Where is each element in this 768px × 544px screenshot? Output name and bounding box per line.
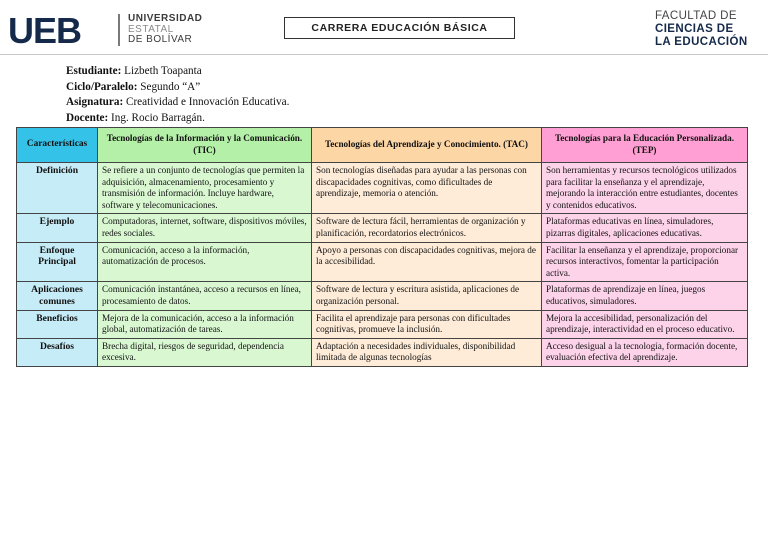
row-label: Desafíos (17, 338, 98, 366)
row-label: Ejemplo (17, 214, 98, 242)
cell-tep: Son herramientas y recursos tecnológicos utilizados para facilitar la enseñanza y el aprendizaje, mejorando la interacción entre estudiantes, docentes y contenidos educativos. (542, 163, 748, 214)
student-label: Estudiante: (66, 65, 122, 77)
cell-tic: Brecha digital, riesgos de seguridad, dependencia excesiva. (98, 338, 312, 366)
subject-value: Creatividad e Innovación Educativa. (123, 96, 290, 109)
table-row (17, 214, 748, 242)
row-label: Definición (17, 163, 98, 214)
row-label: Beneficios (17, 310, 98, 338)
row-label: Enfoque Principal (17, 242, 98, 282)
cycle-label: Ciclo/Paralelo: (66, 80, 138, 93)
subject-row (66, 95, 289, 111)
cell-tep: Plataformas educativas en línea, simuladores, pizarras digitales, aplicaciones educativas. (542, 214, 748, 242)
cell-tep: Acceso desigual a la tecnología, formación docente, evaluación efectiva del aprendizaje. (542, 338, 748, 366)
faculty-line-3: LA EDUCACIÓN (655, 36, 748, 48)
table-row (17, 338, 748, 366)
student-row (66, 64, 289, 80)
row-label: Aplicaciones comunes (17, 282, 98, 310)
document-header (0, 0, 768, 58)
cell-tac: Facilita el aprendizaje para personas con dificultades cognitivas, promueve la inclusión. (312, 310, 542, 338)
cycle-row (66, 80, 289, 96)
cycle-value: Segundo “A” (137, 80, 201, 93)
header-tep: Tecnologías para la Educación Personalizada. (TEP) (542, 128, 748, 163)
header-divider (0, 54, 768, 55)
university-line-2: ESTATAL (128, 23, 174, 35)
faculty-name (655, 10, 748, 49)
header-caracteristicas: Características (17, 128, 98, 163)
cell-tep: Plataformas de aprendizaje en línea, juegos educativos, simuladores. (542, 282, 748, 310)
university-line-3: DE BOLÍVAR (128, 34, 193, 45)
career-title: CARRERA EDUCACIÓN BÁSICA (284, 17, 515, 39)
table-row (17, 163, 748, 214)
header-tic: Tecnologías de la Información y la Comunicación. (TIC) (98, 128, 312, 163)
cell-tep: Mejora la accesibilidad, personalización del aprendizaje, interactividad en el proceso educativo. (542, 310, 748, 338)
cell-tac: Adaptación a necesidades individuales, disponibilidad limitada de algunas tecnologías (312, 338, 542, 366)
cell-tac: Son tecnologías diseñadas para ayudar a las personas con discapacidades cognitivas, como dificultades de aprendizaje, memoria o atención. (312, 163, 542, 214)
cell-tac: Apoyo a personas con discapacidades cognitivas, mejora de la accesibilidad. (312, 242, 542, 282)
cell-tep: Facilitar la enseñanza y el aprendizaje, proporcionar recursos interactivos, fomentar la participación activa. (542, 242, 748, 282)
university-line-1: UNIVERSIDAD (128, 13, 203, 24)
faculty-line-1: FACULTAD DE (655, 10, 737, 22)
cell-tic: Se refiere a un conjunto de tecnologías que permiten la adquisición, almacenamiento, procesamiento y transmisión de información. Incluye hardware, software y telecomunicaciones. (98, 163, 312, 214)
cell-tac: Software de lectura fácil, herramientas de organización y planificación, recordatorios electrónicos. (312, 214, 542, 242)
student-info (66, 64, 289, 126)
table-header-row (17, 128, 748, 163)
header-tac: Tecnologías del Aprendizaje y Conocimiento. (TAC) (312, 128, 542, 163)
university-name (128, 14, 202, 46)
ueb-logo: UEB (8, 10, 82, 51)
cell-tic: Comunicación instantánea, acceso a recursos en línea, procesamiento de datos. (98, 282, 312, 310)
cell-tic: Comunicación, acceso a la información, automatización de procesos. (98, 242, 312, 282)
cell-tic: Computadoras, internet, software, dispositivos móviles, redes sociales. (98, 214, 312, 242)
faculty-line-2: CIENCIAS DE (655, 23, 734, 35)
table-row (17, 310, 748, 338)
table-row (17, 242, 748, 282)
comparison-table (16, 127, 748, 367)
student-value: Lizbeth Toapanta (121, 65, 202, 77)
subject-label: Asignatura: (66, 96, 124, 109)
cell-tac: Software de lectura y escritura asistida, aplicaciones de organización personal. (312, 282, 542, 310)
teacher-label: Docente: (66, 111, 109, 124)
logo-divider (118, 14, 120, 46)
cell-tic: Mejora de la comunicación, acceso a la información global, automatización de tareas. (98, 310, 312, 338)
teacher-value: Ing. Rocio Barragán. (108, 111, 205, 124)
table-row (17, 282, 748, 310)
teacher-row (66, 111, 289, 127)
